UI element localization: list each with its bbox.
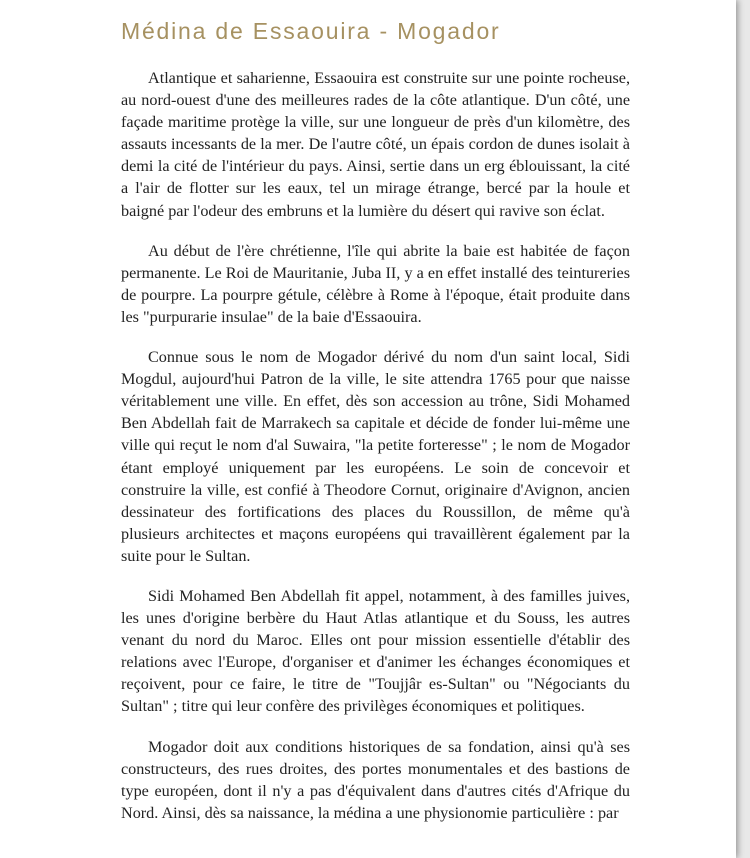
paragraph-3: Connue sous le nom de Mogador dérivé du nom d'un saint local, Sidi Mogdul, aujourd'hui Patron de la ville, le site attendra 1765 pour que naisse véritablement une ville. En effet, dès son accession au trône, Sidi Mohamed Ben Abdellah fait de Marrakech sa capitale et décide de fonder lui-même une ville qui reçut le nom d'al Suwaira, "la petite forteresse" ; le nom de Mogador étant employé uniquement par les européens. Le soin de concevoir et construire la ville, est confié à Theodore Cornut, originaire d'Avignon, ancien dessinateur des fortifications des places du Roussillon, de même qu'à plusieurs architectes et maçons européens qui travaillèrent également par la suite pour le Sultan. bbox=[121, 348, 630, 565]
paragraph-4: Sidi Mohamed Ben Abdellah fit appel, notamment, à des familles juives, les unes d'origine berbère du Haut Atlas atlantique et du Souss, les autres venant du nord du Maroc. Elles ont pour mission essentielle d'établir des relations avec l'Europe, d'organiser et d'animer les échanges économiques et reçoivent, pour ce faire, le titre de "Toujjâr es-Sultan" ou "Négociants du Sultan" ; titre qui leur confère des privilèges économiques et politiques. bbox=[121, 586, 630, 716]
document-body bbox=[121, 67, 630, 842]
paragraph-5: Mogador doit aux conditions historiques de sa fondation, ainsi qu'à ses constructeurs, des rues droites, des portes monumentales et des bastions de type européen, dont il n'y a pas d'équivalent dans d'autres cités d'Afrique du Nord. Ainsi, dès sa naissance, la médina a une physionomie particulière : par bbox=[121, 737, 630, 822]
paragraph-1: Atlantique et saharienne, Essaouira est construite sur une pointe rocheuse, au nord-ouest d'une des meilleures rades de la côte atlantique. D'un côté, une façade maritime protège la ville, sur une longueur de près d'un kilomètre, des assauts incessants de la mer. De l'autre côté, un épais cordon de dunes isolait à demi la cité de l'intérieur du pays. Ainsi, sertie dans un erg éblouissant, la cité a l'air de flotter sur les eaux, tel un mirage étrange, bercé par la houle et baigné par l'odeur des embruns et la lumière du désert qui ravive son éclat. bbox=[121, 69, 630, 220]
paragraph-2: Au début de l'ère chrétienne, l'île qui abrite la baie est habitée de façon permanente. Le Roi de Mauritanie, Juba II, y a en effet installé des teintureries de pourpre. La pourpre gétule, célèbre à Rome à l'époque, était produite dans les "purpurarie insulae" de la baie d'Essaouira. bbox=[121, 241, 630, 326]
page-title: Médina de Essaouira - Mogador bbox=[121, 18, 501, 44]
